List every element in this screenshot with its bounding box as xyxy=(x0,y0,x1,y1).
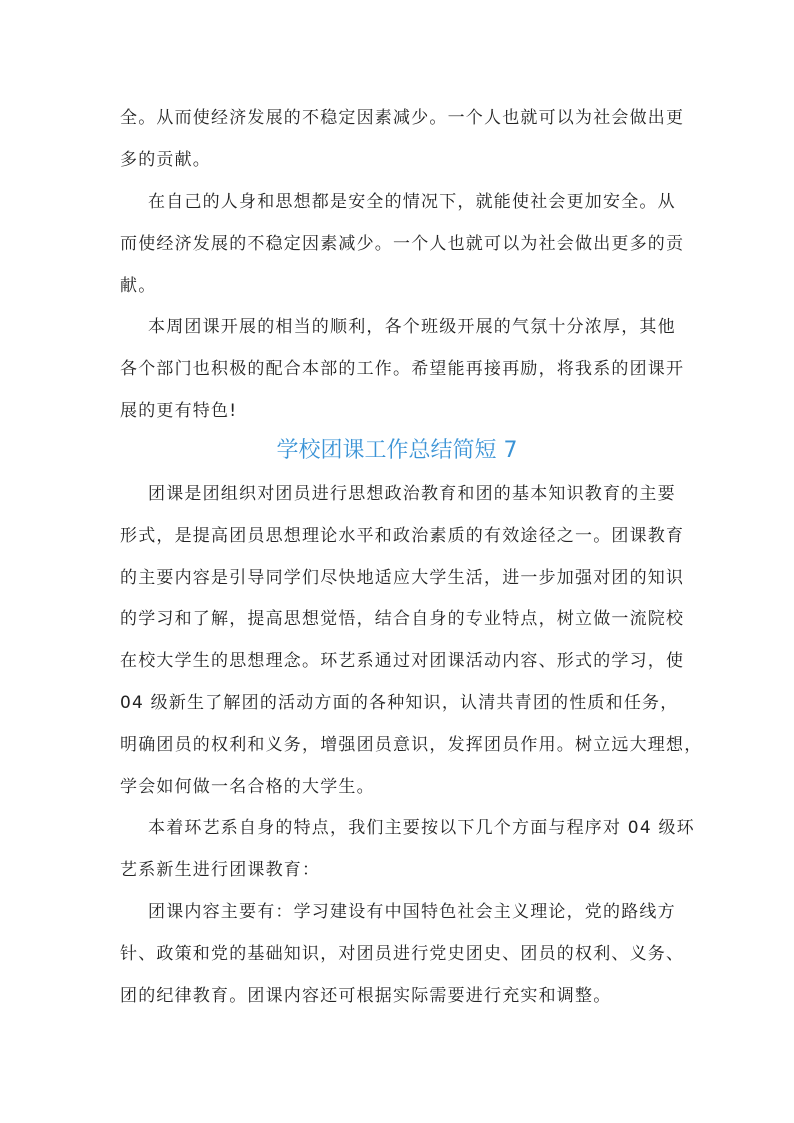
text-line: 学会如何做一名合格的大学生。 xyxy=(120,777,375,797)
paragraph-start-line: 本着环艺系自身的特点，我们主要按以下几个方面与程序对 04 级环 xyxy=(148,818,695,838)
text-line: 在校大学生的思想理念。环艺系通过对团课活动内容、形式的学习，使 xyxy=(120,651,685,671)
section-heading: 学校团课工作总结简短 7 xyxy=(276,438,518,463)
text-line: 明确团员的权利和义务，增强团员意识，发挥团员作用。树立远大理想， xyxy=(120,735,703,755)
text-line: 针、政策和党的基础知识，对团员进行党史团史、团员的权利、义务、 xyxy=(120,944,685,964)
paragraph-start-line: 团课是团组织对团员进行思想政治教育和团的基本知识教育的主要 xyxy=(148,484,676,504)
text-line: 多的贡献。 xyxy=(120,150,211,170)
text-line: 团的纪律教育。团课内容还可根据实际需要进行充实和调整。 xyxy=(120,986,612,1006)
text-line: 的主要内容是引导同学们尽快地适应大学生活，进一步加强对团的知识 xyxy=(120,568,685,588)
text-line: 形式，是提高团员思想理论水平和政治素质的有效途径之一。团课教育 xyxy=(120,526,685,546)
paragraph-start-line: 本周团课开展的相当的顺利，各个班级开展的气氛十分浓厚，其他 xyxy=(148,317,676,337)
text-line: 展的更有特色! xyxy=(120,401,238,421)
paragraph-start-line: 在自己的人身和思想都是安全的情况下，就能使社会更加安全。从 xyxy=(148,192,676,212)
text-line: 而使经济发展的不稳定因素减少。一个人也就可以为社会做出更多的贡 xyxy=(120,234,685,254)
text-line: 全。从而使经济发展的不稳定因素减少。一个人也就可以为社会做出更 xyxy=(120,108,685,128)
paragraph-start-line: 团课内容主要有：学习建设有中国特色社会主义理论，党的路线方 xyxy=(148,902,676,922)
text-line: 献。 xyxy=(120,276,157,296)
text-line: 的学习和了解，提高思想觉悟，结合自身的专业特点，树立做一流院校 xyxy=(120,609,685,629)
text-line: 04 级新生了解团的活动方面的各种知识，认清共青团的性质和任务， xyxy=(120,693,679,713)
text-line: 艺系新生进行团课教育： xyxy=(120,860,321,880)
text-line: 各个部门也积极的配合本部的工作。希望能再接再励，将我系的团课开 xyxy=(120,359,685,379)
